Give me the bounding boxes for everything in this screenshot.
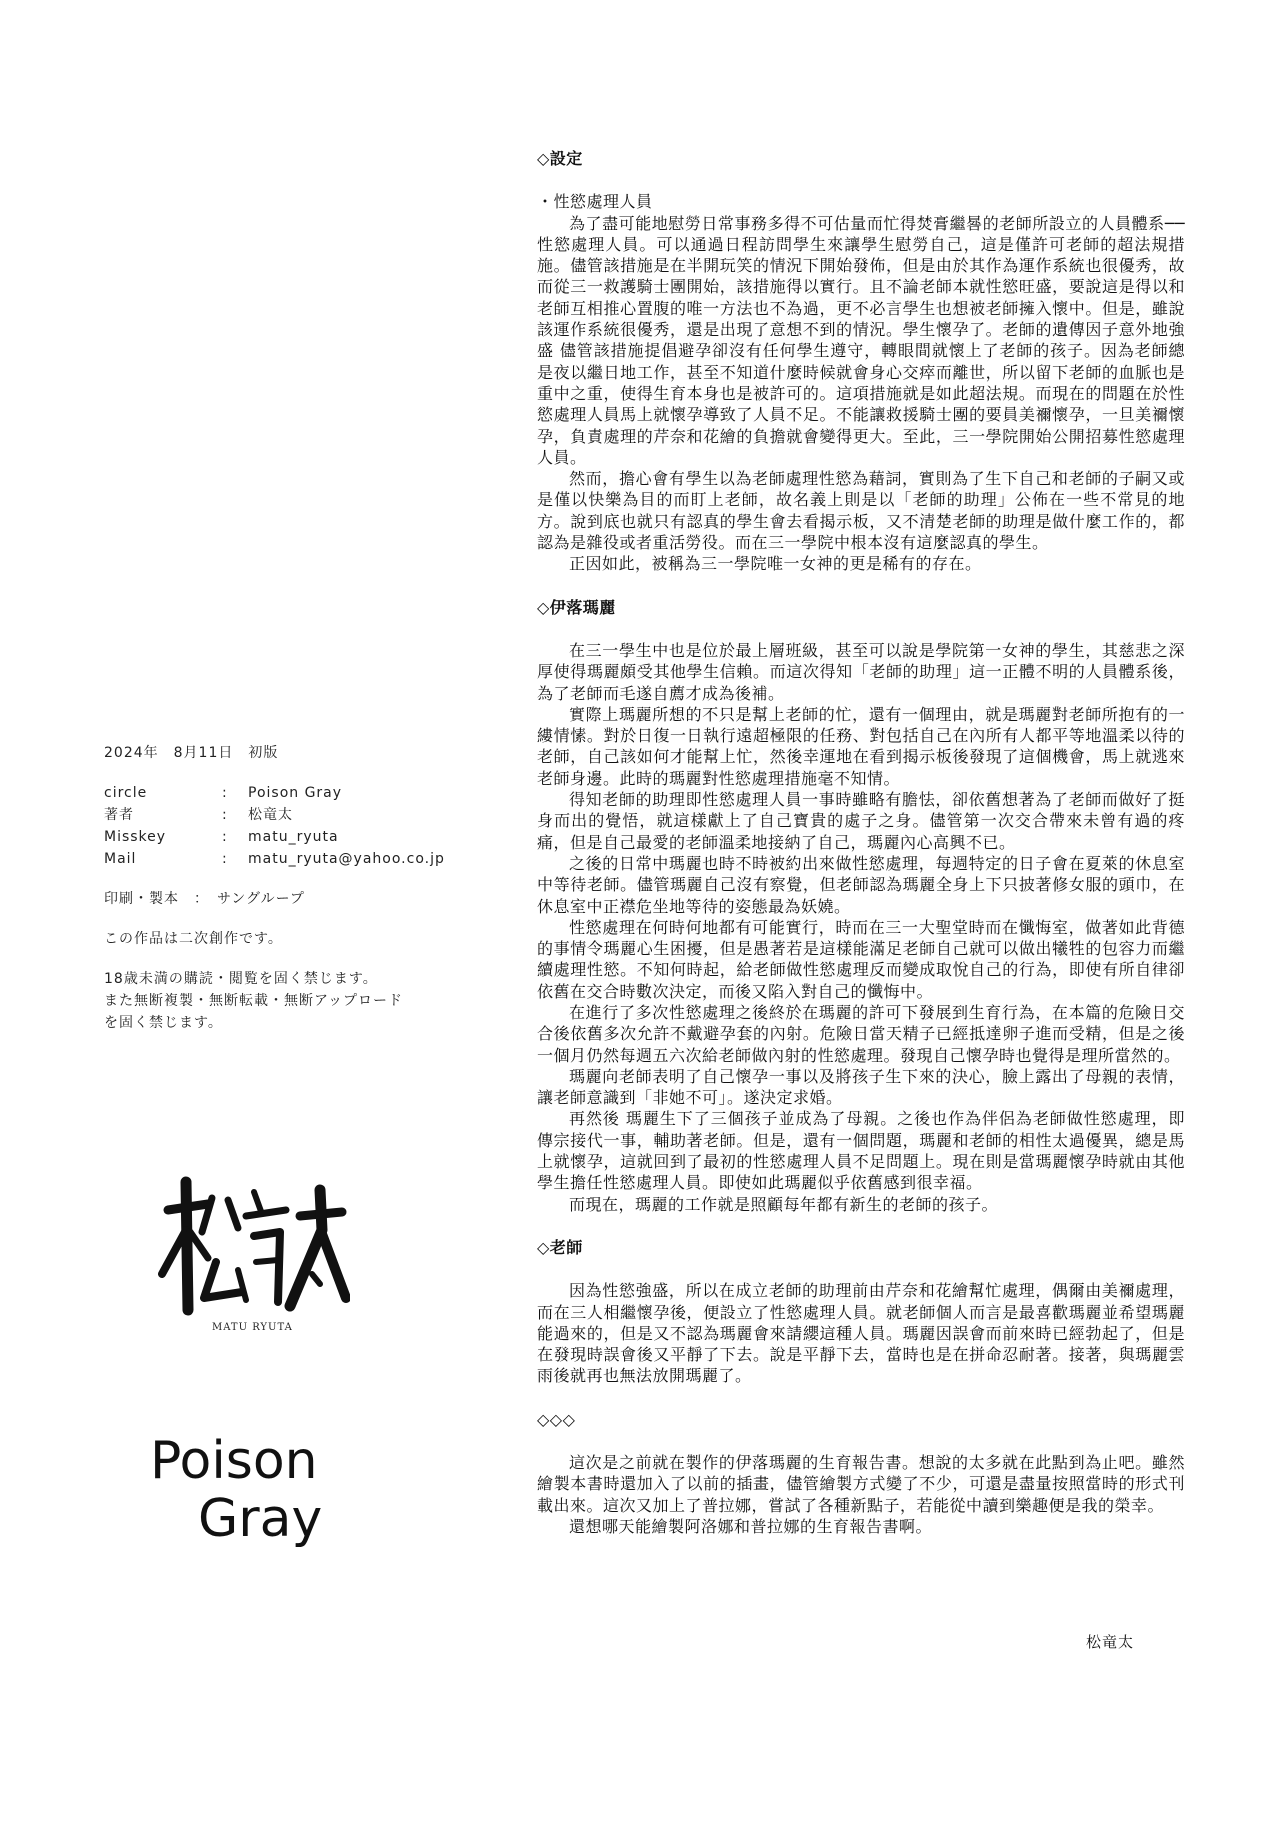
mari-paragraph-8: 再然後 瑪麗生下了三個孩子並成為了母親。之後也作為伴侶為老師做性慾處理，即傳宗接代一事，輔助著老師。但是，還有一個問題，瑪麗和老師的相性太過優異，總是馬上就懷孕，這就回到了最初的性慾處理人員不足問題上。現在則是當瑪麗懷孕時就由其他學生擔任性慾處理人員。即使如此瑪麗似乎依舊感到很幸福。	[537, 1109, 1185, 1193]
mari-paragraph-6: 在進行了多次性慾處理之後終於在瑪麗的許可下發展到生育行為，在本篇的危險日交合後依舊多次允許不戴避孕套的內射。危險日當天精子已經抵達卵子進而受精，但是之後一個月仍然每週五六次給老師做內射的性慾處理。發現自己懷孕時也覺得是理所當然的。	[537, 1002, 1185, 1065]
mari-paragraph-2: 實際上瑪麗所想的不只是幫上老師的忙，還有一個理由，就是瑪麗對老師所抱有的一縷情愫。對於日復一日執行遠超極限的任務、對包括自己在內所有人都平等地溫柔以待的老師，自己該如何才能幫上忙，然後幸運地在看到揭示板後發現了這個機會，馬上就逃來老師身邊。此時的瑪麗對性慾處理措施毫不知情。	[537, 704, 1185, 788]
mari-paragraph-5: 性慾處理在何時何地都有可能實行，時而在三一大聖堂時而在懺悔室，做著如此背德的事情令瑪麗心生困擾，但是愚著若是這樣能滿足老師自己就可以做出犧牲的包容力而繼續處理性慾。不知何時起，給老師做性慾處理反而變成取悅自己的行為，即使有所自律卻依舊在交合時數次決定，而後又陷入對自己的懺悔中。	[537, 917, 1185, 1001]
settings-paragraph-1: 為了盡可能地慰勞日常事務多得不可估量而忙得焚膏繼晷的老師所設立的人員體系──性慾處理人員。可以通過日程訪問學生來讓學生慰勞自己，這是僅許可老師的超法規措施。儘管該措施是在半開玩笑的情況下開始發佈，但是由於其作為運作系統也很優秀，故而從三一救護騎士團開始，該措施得以實行。且不論老師本就性慾旺盛，要說這是得以和老師互相推心置腹的唯一方法也不為過，更不必言學生也想被老師擁入懷中。但是，雖說該運作系統很優秀，還是出現了意想不到的情況。學生懷孕了。老師的遺傳因子意外地強盛 儘管該措施提倡避孕卻沒有任何學生遵守，轉眼間就懷上了老師的孩子。因為老師總是夜以繼日地工作，甚至不知道什麼時候就會身心交瘁而離世，所以留下老師的血脈也是重中之重，使得生育本身也是被許可的。這項措施就是如此超法規。而現在的問題在於性慾處理人員馬上就懷孕導致了人員不足。不能讓救援騎士團的要員美禰懷孕，一旦美禰懷孕，負責處理的芹奈和花繪的負擔就會變得更大。至此，三一學院開始公開招募性慾處理人員。	[537, 213, 1185, 467]
teacher-paragraph-1: 因為性慾強盛，所以在成立老師的助理前由芹奈和花繪幫忙處理，偶爾由美禰處理，而在三人相繼懷孕後，便設立了性慾處理人員。就老師個人而言是最喜歡瑪麗並希望瑪麗能過來的，但是又不認為瑪麗會來請纓這種人員。瑪麗因誤會而前來時已經勃起了，但是在發現時誤會後又平靜了下去。說是平靜下去，當時也是在拼命忍耐著。接著，與瑪麗雲雨後就再也無法放開瑪麗了。	[537, 1281, 1185, 1386]
heading-settings: ◇設定	[537, 149, 583, 168]
mari-paragraph-1: 在三一學生中也是位於最上層班級，甚至可以說是學院第一女神的學生，其慈悲之深厚使得瑪麗頗受其他學生信賴。而這次得知「老師的助理」這一正體不明的人員體系後，為了老師而毛遂自薦才成為後補。	[537, 640, 1185, 703]
subheading-staff: ・性慾處理人員	[537, 192, 653, 212]
calligraphy-logo	[150, 1170, 350, 1320]
heading-mari: ◇伊落瑪麗	[537, 597, 616, 617]
warning-line-2: また無断複製・無断転載・無断アップロード	[104, 993, 404, 1009]
signature: 松竜太	[1086, 1633, 1135, 1651]
heading-afterword: ◇◇◇	[537, 1409, 576, 1429]
circle-row: circle : Poison Gray	[104, 785, 343, 801]
circle-logo	[150, 1432, 370, 1548]
mail-row: Mail : matu_ryuta@yahoo.co.jp	[104, 851, 445, 867]
colophon	[104, 742, 484, 1034]
warning-line-1: 18歳未満の購読・閲覧を固く禁じます。	[104, 971, 378, 987]
afterword-paragraph-1: 這次是之前就在製作的伊落瑪麗的生育報告書。想說的太多就在此點到為止吧。雖然繪製本書時還加入了以前的插畫，儘管繪製方式變了不少，可還是盡量按照當時的形式刊載出來。這次又加上了普拉娜，嘗試了各種新點子，若能從中讀到樂趣便是我的榮幸。	[537, 1453, 1185, 1515]
calligraphy-logo-brush	[150, 1170, 350, 1320]
mari-paragraph-9: 而現在，瑪麗的工作就是照顧每年都有新生的老師的孩子。	[569, 1194, 999, 1214]
settings-paragraph-2: 然而，擔心會有學生以為老師處理性慾為藉詞，實則為了生下自己和老師的子嗣又或是僅以快樂為目的而盯上老師，故名義上則是以「老師的助理」公佈在一些不常見的地方。說到底也就只有認真的學生會去看揭示板，又不清楚老師的助理是做什麼工作的，都認為是雜役或者重活勞役。而在三一學院中根本沒有這麼認真的學生。	[537, 469, 1185, 553]
settings-paragraph-3: 正因如此，被稱為三一學院唯一女神的更是稀有的存在。	[569, 554, 982, 574]
circle-logo-line-1: Poison	[150, 1431, 318, 1491]
main-text	[537, 148, 1185, 1537]
author-row: 著者 : 松竜太	[104, 807, 293, 823]
misskey-row: Misskey : matu_ryuta	[104, 829, 339, 845]
warning-line-3: を固く禁じます。	[104, 1015, 223, 1031]
mari-paragraph-7: 瑪麗向老師表明了自己懷孕一事以及將孩子生下來的決心，臉上露出了母親的表情，讓老師意識到「非她不可」。遂決定求婚。	[537, 1066, 1185, 1108]
circle-logo-line-2: Gray	[198, 1489, 323, 1549]
logo-romaji: MATU RYUTA	[212, 1322, 293, 1333]
mari-paragraph-3: 得知老師的助理即性慾處理人員一事時雖略有膽怯，卻依舊想著為了老師而做好了挺身而出的覺悟，就這樣獻上了自己寶貴的處子之身。儘管第一次交合帶來未曾有過的疼痛，但是自己最愛的老師溫柔地接納了自己，瑪麗內心高興不已。	[537, 790, 1185, 852]
derivative-note: この作品は二次創作です。	[104, 931, 283, 947]
edition-date: 2024年 8月11日 初版	[104, 745, 279, 761]
print-info: 印刷・製本 ： サングループ	[104, 891, 305, 907]
afterword-paragraph-2: 還想哪天能繪製阿洛娜和普拉娜的生育報告書啊。	[569, 1516, 933, 1536]
heading-teacher: ◇老師	[537, 1237, 583, 1257]
mari-paragraph-4: 之後的日常中瑪麗也時不時被約出來做性慾處理，每週特定的日子會在夏萊的休息室中等待老師。儘管瑪麗自己沒有察覺，但老師認為瑪麗全身上下只披著修女服的頭巾，在休息室中正襟危坐地等待的姿態最為妖嬈。	[537, 853, 1185, 916]
